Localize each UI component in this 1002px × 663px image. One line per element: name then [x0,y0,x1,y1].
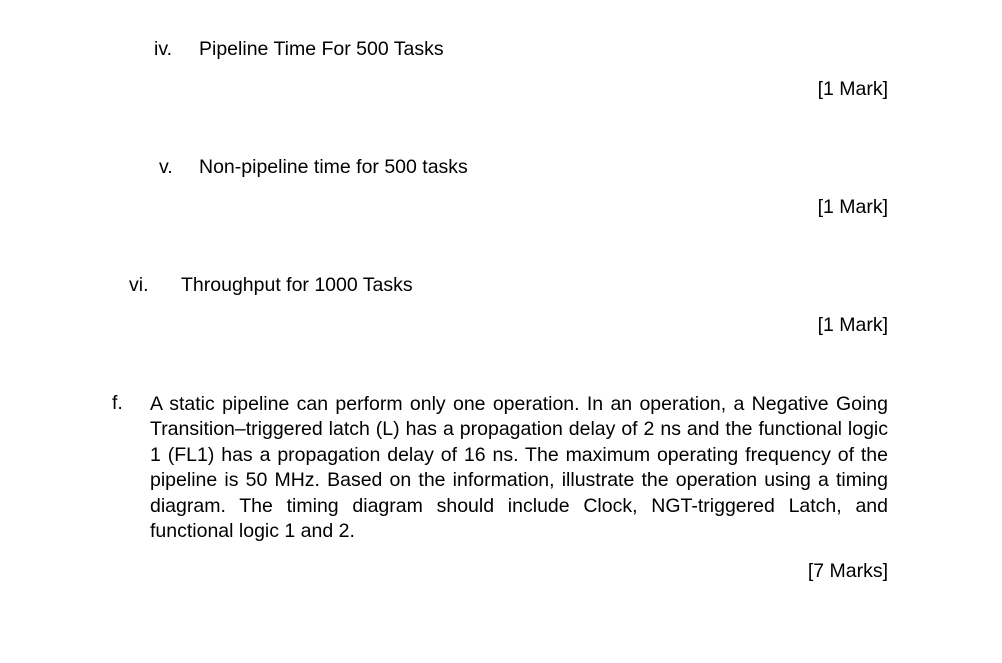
item-v-mark: [1 Mark] [817,196,888,218]
item-v-text: Non-pipeline time for 500 tasks [199,156,468,178]
question-f-mark: [7 Marks] [807,560,888,582]
item-iv-numeral: iv. [154,38,173,60]
question-f-text: A static pipeline can perform only one operation. In an operation, a Negative Going Transition–triggered latch (L) has a propagation delay of 2 ns and the functional logic 1 (FL1) has a propagation delay of 16 ns. The maximum operating frequency of the pipeline is 50 MHz. Based on the information, illustrate the operation using a timing diagram. The timing diagram should include Clock, NGT-triggered Latch, and functional logic 1 and 2. [150,393,888,543]
item-vi-mark: [1 Mark] [817,314,888,336]
item-iv-text: Pipeline Time For 500 Tasks [199,38,444,60]
item-iv-mark: [1 Mark] [817,78,888,100]
question-f-label: f. [112,392,123,414]
item-vi-numeral: vi. [129,274,149,296]
item-v-numeral: v. [159,156,173,178]
item-vi-text: Throughput for 1000 Tasks [181,274,413,296]
